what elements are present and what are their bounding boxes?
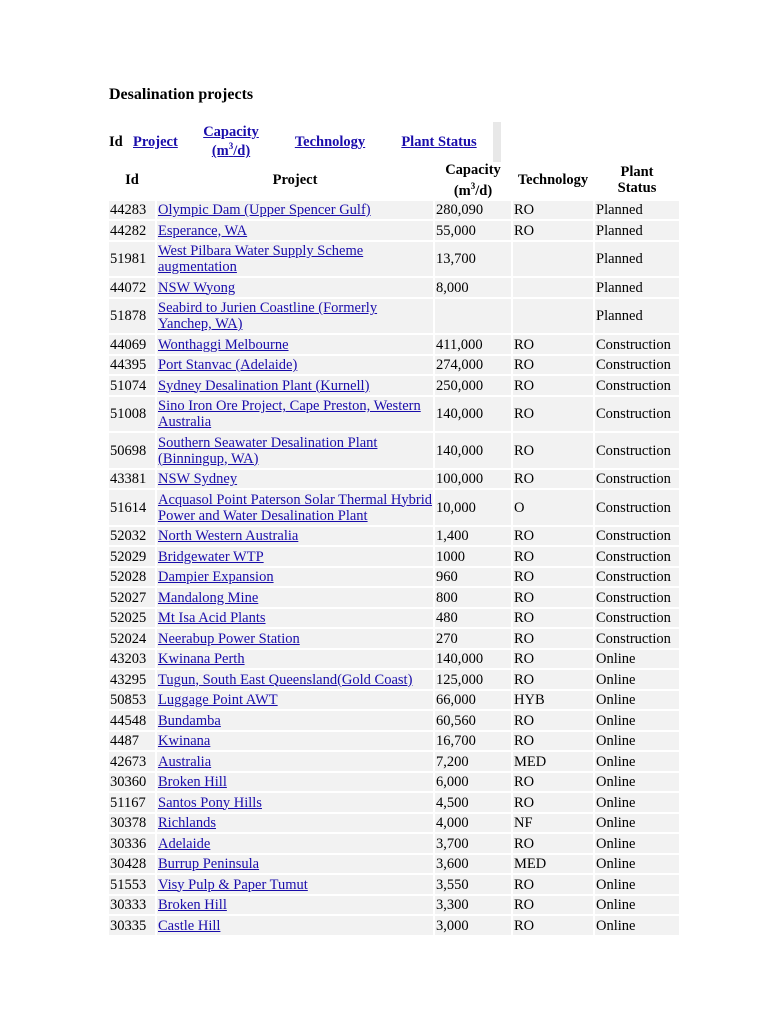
table-row — [109, 356, 679, 375]
sort-by-status-link[interactable]: Plant Status — [401, 134, 477, 150]
cell-technology: RO — [513, 376, 593, 395]
cell-project — [157, 588, 433, 607]
cell-status: Planned — [595, 242, 679, 277]
cell-capacity: 140,000 — [435, 650, 511, 669]
desalination-table — [107, 160, 681, 937]
cell-id: 44283 — [109, 201, 155, 220]
table-row — [109, 221, 679, 240]
cell-project — [157, 278, 433, 297]
cell-capacity: 100,000 — [435, 470, 511, 489]
cell-id: 50853 — [109, 691, 155, 710]
cell-project — [157, 201, 433, 220]
project-link[interactable]: Esperance, WA — [158, 222, 248, 239]
cell-project — [157, 299, 433, 334]
cell-capacity: 270 — [435, 629, 511, 648]
sort-by-technology-link[interactable]: Technology — [294, 134, 366, 150]
header-id: Id — [125, 172, 139, 189]
cell-technology: MED — [513, 855, 593, 874]
cell-status: Construction — [595, 470, 679, 489]
cell-project — [157, 732, 433, 751]
cell-capacity: 274,000 — [435, 356, 511, 375]
cell-project — [157, 470, 433, 489]
header-status-line2: Status — [617, 180, 657, 197]
cell-status: Construction — [595, 588, 679, 607]
cell-technology: RO — [513, 335, 593, 354]
cell-status: Online — [595, 752, 679, 771]
project-link[interactable]: Sydney Desalination Plant (Kurnell) — [158, 377, 370, 394]
project-link[interactable]: Olympic Dam (Upper Spencer Gulf) — [158, 202, 371, 219]
table-row — [109, 335, 679, 354]
cell-project — [157, 711, 433, 730]
cell-project — [157, 335, 433, 354]
cell-capacity: 10,000 — [435, 490, 511, 525]
cell-project — [157, 793, 433, 812]
table-row — [109, 916, 679, 935]
cell-capacity: 125,000 — [435, 670, 511, 689]
cell-status: Online — [595, 650, 679, 669]
cell-project — [157, 433, 433, 468]
cell-id: 50698 — [109, 433, 155, 468]
cell-status: Planned — [595, 201, 679, 220]
table-row — [109, 629, 679, 648]
cell-project — [157, 752, 433, 771]
cell-technology: RO — [513, 916, 593, 935]
cell-status: Construction — [595, 376, 679, 395]
project-link[interactable]: Kwinana — [158, 733, 211, 750]
cell-capacity: 250,000 — [435, 376, 511, 395]
cell-project — [157, 568, 433, 587]
project-link[interactable]: Mandalong Mine — [158, 589, 259, 606]
cell-id: 52028 — [109, 568, 155, 587]
cell-id: 51008 — [109, 397, 155, 432]
cell-project — [157, 609, 433, 628]
cell-technology — [513, 278, 593, 297]
project-link[interactable]: Australia — [158, 753, 212, 770]
project-link[interactable]: Tugun, South East Queensland(Gold Coast) — [158, 671, 413, 688]
cell-project — [157, 221, 433, 240]
cell-id: 52024 — [109, 629, 155, 648]
table-row — [109, 470, 679, 489]
cell-id: 44548 — [109, 711, 155, 730]
cell-status: Construction — [595, 356, 679, 375]
cell-project — [157, 547, 433, 566]
cell-id: 51981 — [109, 242, 155, 277]
cell-technology: RO — [513, 568, 593, 587]
cell-id: 30360 — [109, 773, 155, 792]
project-link[interactable]: Dampier Expansion — [158, 569, 274, 586]
table-row — [109, 376, 679, 395]
table-row — [109, 201, 679, 220]
cell-status: Construction — [595, 629, 679, 648]
cell-id: 44395 — [109, 356, 155, 375]
project-link[interactable]: North Western Australia — [158, 528, 299, 545]
cell-project — [157, 896, 433, 915]
cell-id: 51878 — [109, 299, 155, 334]
project-link[interactable]: Neerabup Power Station — [158, 630, 300, 647]
project-link[interactable]: Port Stanvac (Adelaide) — [158, 357, 298, 374]
cell-capacity: 411,000 — [435, 335, 511, 354]
cell-status: Online — [595, 691, 679, 710]
table-row — [109, 855, 679, 874]
cell-id: 52032 — [109, 527, 155, 546]
table-row — [109, 773, 679, 792]
sort-by-project-link[interactable]: Project — [133, 134, 178, 150]
cell-project — [157, 397, 433, 432]
cell-technology: RO — [513, 793, 593, 812]
project-link[interactable]: NSW Sydney — [158, 471, 238, 488]
table-row — [109, 568, 679, 587]
cell-id: 52027 — [109, 588, 155, 607]
cell-id: 51553 — [109, 875, 155, 894]
header-status — [595, 162, 679, 199]
cell-id: 30378 — [109, 814, 155, 833]
cell-id: 51074 — [109, 376, 155, 395]
cell-capacity: 3,300 — [435, 896, 511, 915]
cell-capacity: 1,400 — [435, 527, 511, 546]
project-link[interactable]: Visy Pulp & Paper Tumut — [158, 876, 308, 893]
cell-status: Planned — [595, 221, 679, 240]
cell-status: Online — [595, 670, 679, 689]
table-row — [109, 433, 679, 468]
cell-id: 30333 — [109, 896, 155, 915]
cell-technology: RO — [513, 221, 593, 240]
cell-capacity: 55,000 — [435, 221, 511, 240]
table-row — [109, 588, 679, 607]
table-row — [109, 793, 679, 812]
cell-status: Construction — [595, 527, 679, 546]
project-link[interactable]: Mt Isa Acid Plants — [158, 610, 266, 627]
project-link[interactable]: Santos Pony Hills — [158, 794, 262, 811]
cell-id: 51614 — [109, 490, 155, 525]
cell-project — [157, 855, 433, 874]
sort-by-capacity-link[interactable] — [203, 124, 259, 160]
cell-technology: NF — [513, 814, 593, 833]
cell-capacity: 4,500 — [435, 793, 511, 812]
project-link[interactable]: Seabird to Jurien Coastline (Formerly Yanchep, WA) — [158, 300, 378, 333]
header-capacity-line1: Capacity — [445, 162, 501, 178]
cell-status: Construction — [595, 547, 679, 566]
cell-technology: RO — [513, 629, 593, 648]
header-status-line1: Plant — [620, 164, 654, 181]
table-row — [109, 814, 679, 833]
cell-capacity: 480 — [435, 609, 511, 628]
project-link[interactable]: Castle Hill — [158, 917, 221, 934]
table-row — [109, 752, 679, 771]
cell-technology: RO — [513, 470, 593, 489]
sort-id-label: Id — [109, 134, 123, 150]
cell-id: 52025 — [109, 609, 155, 628]
cell-technology: RO — [513, 650, 593, 669]
cell-project — [157, 691, 433, 710]
cell-project — [157, 490, 433, 525]
project-link[interactable]: Adelaide — [158, 835, 211, 852]
project-link[interactable]: Kwinana Perth — [158, 651, 245, 668]
cell-status: Planned — [595, 299, 679, 334]
cell-technology: RO — [513, 875, 593, 894]
table-row — [109, 691, 679, 710]
cell-capacity: 60,560 — [435, 711, 511, 730]
cell-technology: RO — [513, 732, 593, 751]
table-row — [109, 711, 679, 730]
project-link[interactable]: Acquasol Point Paterson Solar Thermal Hybrid Power and Water Desalination Plant — [158, 491, 432, 524]
cell-status: Online — [595, 793, 679, 812]
cell-capacity: 1000 — [435, 547, 511, 566]
cell-capacity: 3,600 — [435, 855, 511, 874]
table-body — [109, 201, 679, 935]
cell-capacity: 960 — [435, 568, 511, 587]
cell-id: 42673 — [109, 752, 155, 771]
cell-technology: RO — [513, 588, 593, 607]
cell-id: 30428 — [109, 855, 155, 874]
table-row — [109, 527, 679, 546]
cell-status: Online — [595, 916, 679, 935]
project-link[interactable]: Wonthaggi Melbourne — [158, 336, 289, 353]
cell-project — [157, 814, 433, 833]
header-capacity — [435, 162, 511, 199]
cell-project — [157, 242, 433, 277]
table-row — [109, 670, 679, 689]
cell-technology: RO — [513, 834, 593, 853]
project-link[interactable]: Southern Seawater Desalination Plant (Binningup, WA) — [158, 434, 378, 467]
cell-capacity: 6,000 — [435, 773, 511, 792]
cell-project — [157, 834, 433, 853]
cell-status: Construction — [595, 433, 679, 468]
project-link[interactable]: West Pilbara Water Supply Scheme augmentation — [158, 243, 364, 276]
cell-status: Construction — [595, 609, 679, 628]
cell-capacity — [435, 299, 511, 334]
table-row — [109, 490, 679, 525]
cell-status: Planned — [595, 278, 679, 297]
cell-capacity: 13,700 — [435, 242, 511, 277]
cell-status: Online — [595, 732, 679, 751]
project-link[interactable]: Bundamba — [158, 712, 221, 729]
cell-project — [157, 376, 433, 395]
cell-id: 4487 — [109, 732, 155, 751]
table-row — [109, 278, 679, 297]
cell-technology — [513, 242, 593, 277]
table-row — [109, 242, 679, 277]
project-link[interactable]: Luggage Point AWT — [158, 692, 278, 709]
cell-technology: O — [513, 490, 593, 525]
cell-technology: RO — [513, 201, 593, 220]
cell-status: Online — [595, 834, 679, 853]
sort-bar — [105, 122, 505, 162]
cell-status: Construction — [595, 335, 679, 354]
sort-bar-divider — [493, 122, 501, 162]
cell-id: 51167 — [109, 793, 155, 812]
cell-status: Online — [595, 875, 679, 894]
cell-capacity: 140,000 — [435, 433, 511, 468]
cell-status: Online — [595, 814, 679, 833]
project-link[interactable]: Bridgewater WTP — [158, 548, 264, 565]
project-link[interactable]: Burrup Peninsula — [158, 856, 260, 873]
cell-technology: RO — [513, 711, 593, 730]
sort-capacity-line1: Capacity — [203, 123, 259, 140]
header-capacity-unit-sup: 3 — [470, 181, 476, 191]
project-link[interactable]: Sino Iron Ore Project, Cape Preston, Western Australia — [158, 398, 421, 431]
project-link[interactable]: Broken Hill — [158, 897, 227, 914]
header-capacity-unit-post: /d) — [475, 182, 493, 199]
page-title: Desalination projects — [109, 86, 254, 103]
cell-technology: MED — [513, 752, 593, 771]
cell-project — [157, 875, 433, 894]
table-row — [109, 650, 679, 669]
table-row — [109, 299, 679, 334]
cell-id: 52029 — [109, 547, 155, 566]
cell-status: Online — [595, 896, 679, 915]
cell-technology: RO — [513, 547, 593, 566]
cell-status: Construction — [595, 568, 679, 587]
cell-project — [157, 629, 433, 648]
cell-technology: RO — [513, 670, 593, 689]
cell-project — [157, 773, 433, 792]
cell-status: Construction — [595, 397, 679, 432]
cell-id: 30336 — [109, 834, 155, 853]
header-capacity-unit-pre: (m — [453, 182, 471, 199]
table-row — [109, 732, 679, 751]
table-row — [109, 875, 679, 894]
cell-capacity: 3,700 — [435, 834, 511, 853]
cell-status: Online — [595, 711, 679, 730]
cell-capacity: 800 — [435, 588, 511, 607]
table-row — [109, 547, 679, 566]
cell-technology: RO — [513, 356, 593, 375]
cell-status: Construction — [595, 490, 679, 525]
cell-capacity: 280,090 — [435, 201, 511, 220]
cell-project — [157, 356, 433, 375]
table-row — [109, 834, 679, 853]
table-row — [109, 896, 679, 915]
cell-capacity: 8,000 — [435, 278, 511, 297]
cell-project — [157, 527, 433, 546]
cell-capacity: 4,000 — [435, 814, 511, 833]
cell-technology: RO — [513, 527, 593, 546]
cell-technology: HYB — [513, 691, 593, 710]
table-header-row — [109, 162, 679, 199]
cell-capacity: 16,700 — [435, 732, 511, 751]
cell-technology: RO — [513, 896, 593, 915]
header-project: Project — [272, 172, 318, 189]
cell-status: Online — [595, 773, 679, 792]
cell-id: 44282 — [109, 221, 155, 240]
cell-capacity: 66,000 — [435, 691, 511, 710]
cell-technology: RO — [513, 397, 593, 432]
table-row — [109, 397, 679, 432]
cell-id: 43381 — [109, 470, 155, 489]
cell-id: 44072 — [109, 278, 155, 297]
cell-id: 43203 — [109, 650, 155, 669]
cell-technology: RO — [513, 609, 593, 628]
cell-project — [157, 670, 433, 689]
cell-capacity: 140,000 — [435, 397, 511, 432]
cell-project — [157, 916, 433, 935]
cell-capacity: 3,550 — [435, 875, 511, 894]
cell-technology: RO — [513, 433, 593, 468]
cell-id: 43295 — [109, 670, 155, 689]
project-link[interactable]: NSW Wyong — [158, 279, 236, 296]
project-link[interactable]: Richlands — [158, 815, 216, 832]
cell-technology — [513, 299, 593, 334]
cell-technology: RO — [513, 773, 593, 792]
table-row — [109, 609, 679, 628]
sort-capacity-unit-post: /d) — [233, 143, 251, 160]
sort-capacity-unit-pre: (m — [211, 143, 229, 160]
cell-id: 30335 — [109, 916, 155, 935]
project-link[interactable]: Broken Hill — [158, 774, 227, 791]
cell-capacity: 7,200 — [435, 752, 511, 771]
cell-capacity: 3,000 — [435, 916, 511, 935]
cell-status: Online — [595, 855, 679, 874]
cell-project — [157, 650, 433, 669]
cell-id: 44069 — [109, 335, 155, 354]
header-technology: Technology — [517, 172, 589, 189]
sort-capacity-unit-sup: 3 — [228, 141, 234, 152]
